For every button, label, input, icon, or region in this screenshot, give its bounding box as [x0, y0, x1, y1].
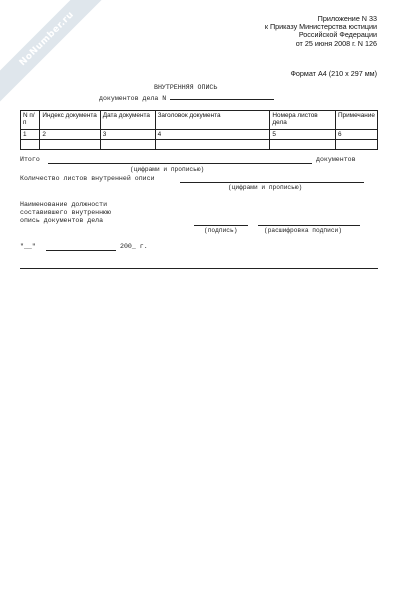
case-number-line: [170, 93, 274, 100]
position-line: составившего внутреннюю: [20, 209, 112, 216]
column-header: Номера листов дела: [270, 111, 336, 130]
empty-cell: [155, 140, 270, 150]
signature-hint: (подпись): [204, 227, 238, 234]
column-number: 5: [270, 130, 336, 140]
sheets-label: Количество листов внутренней описи: [20, 175, 155, 182]
position-line: Наименование должности: [20, 201, 108, 208]
order-date-line: от 25 июня 2008 г. N 126: [295, 38, 377, 48]
appendix-header: [265, 15, 377, 48]
document-title: ВНУТРЕННЯЯ ОПИСЬ: [154, 84, 218, 91]
case-number-label: документов дела N: [99, 95, 167, 102]
empty-cell: [40, 140, 100, 150]
decode-hint: (расшифровка подписи): [264, 227, 342, 234]
column-header: Примечание: [335, 111, 377, 130]
empty-cell: [21, 140, 40, 150]
column-header: Индекс документа: [40, 111, 100, 130]
column-number: 1: [21, 130, 40, 140]
table-header-row: [21, 111, 378, 130]
decode-line: [258, 225, 360, 226]
column-header: Заголовок документа: [155, 111, 270, 130]
date-day: "__": [20, 243, 36, 250]
column-number: 2: [40, 130, 100, 140]
table-empty-row: [21, 140, 378, 150]
federation-line: Российской Федерации: [298, 30, 377, 40]
sheets-hint: (цифрами и прописью): [228, 184, 303, 191]
empty-cell: [270, 140, 336, 150]
signature-line: [194, 225, 248, 226]
column-number: 3: [100, 130, 155, 140]
date-month-line: [46, 250, 116, 251]
column-header: Дата документа: [100, 111, 155, 130]
empty-cell: [100, 140, 155, 150]
column-number: 6: [335, 130, 377, 140]
sheets-line: [180, 182, 364, 183]
total-hint: (цифрами и прописью): [130, 166, 205, 173]
total-suffix: документов: [316, 156, 356, 163]
position-line: опись документов дела: [20, 217, 104, 224]
empty-cell: [335, 140, 377, 150]
column-header: N п/п: [21, 111, 40, 130]
date-year: 200_ г.: [120, 243, 148, 250]
document-subtitle: [99, 93, 274, 102]
column-number: 4: [155, 130, 270, 140]
inventory-table: [20, 110, 378, 150]
total-label: Итого: [20, 156, 40, 163]
format-label: Формат А4 (210 х 297 мм): [290, 69, 377, 78]
watermark-ribbon: NoNumber.ru: [0, 0, 115, 107]
bottom-rule: [20, 268, 378, 269]
position-block: [20, 201, 111, 225]
total-line: [48, 163, 312, 164]
appendix-line: Приложение N 33: [317, 14, 377, 23]
order-line: к Приказу Министерства юстиции: [264, 22, 377, 32]
table-number-row: [21, 130, 378, 140]
